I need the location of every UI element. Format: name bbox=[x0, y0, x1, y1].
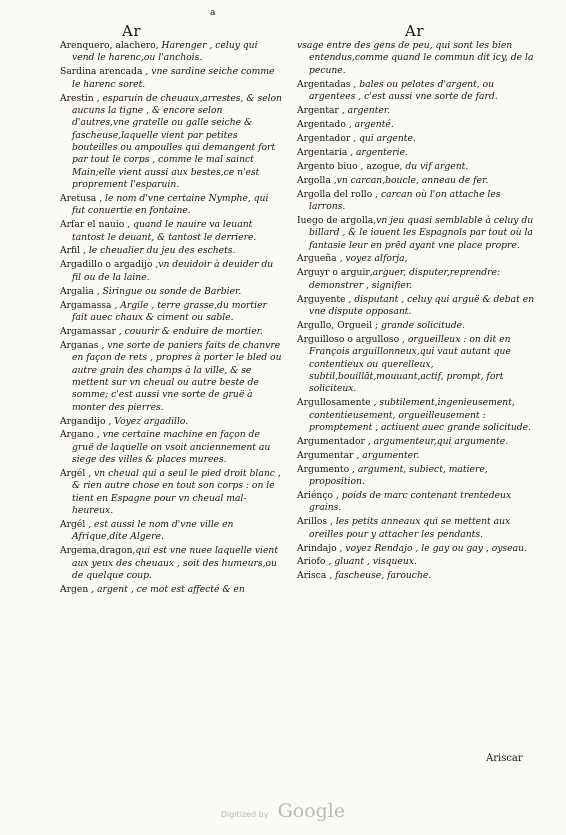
entry-headword: Argumentar bbox=[297, 449, 354, 461]
entry-definition: , argumenter. bbox=[353, 449, 420, 461]
dictionary-entry bbox=[60, 326, 282, 338]
entry-definition: , voyez Rendajo , le gay ou gay , oyseau. bbox=[336, 542, 527, 554]
entry-headword: Sardina arencada bbox=[60, 66, 143, 78]
entry-definition: , Argile , terre grasse,du mortier fait auec chaux & ciment ou sable. bbox=[72, 299, 267, 323]
entry-definition: , carcan où l'on attache les larrons. bbox=[309, 188, 501, 212]
running-header-left: Ar bbox=[122, 22, 142, 40]
entry-headword: Argentador bbox=[297, 132, 351, 144]
entry-headword: Argentadas bbox=[297, 78, 351, 90]
entry-definition: , le nom d'vne certaine Nymphe, qui fut conuertie en fontaine. bbox=[72, 192, 269, 217]
dictionary-entry bbox=[297, 334, 537, 396]
entry-definition: ,arguer, disputer,reprendre: demonstrer , signifier. bbox=[309, 267, 501, 291]
entry-definition: , vne sardine seiche comme le harenc soret. bbox=[72, 66, 275, 90]
entry-definition: Harenger , celuy qui vend le harenc,ou l'anchois. bbox=[72, 40, 258, 64]
entry-headword: Argalia bbox=[60, 285, 94, 297]
entry-definition: ,vn carcan,boucle, anneau de fer. bbox=[330, 174, 489, 186]
entry-headword: Argento biuo , azogue, bbox=[297, 160, 403, 172]
entry-definition: , voyez alforja, bbox=[336, 253, 408, 265]
entry-headword: Argen bbox=[60, 583, 89, 595]
right-column bbox=[297, 40, 537, 584]
entry-definition: , fascheuse, farouche. bbox=[326, 570, 432, 582]
dictionary-entry bbox=[60, 584, 282, 596]
entry-definition: , orgueilleux : on dit en François arguillonneux,qui vaut autant que contentieux ou querelleux, subtil,bouillāt,mouuant,actif, prompt, fort soliciteux. bbox=[309, 333, 511, 395]
dictionary-entry bbox=[60, 66, 282, 91]
entry-headword: Arisca bbox=[297, 570, 327, 582]
entry-definition: , couurir & enduire de mortier. bbox=[115, 325, 263, 337]
entry-headword: Argandijo bbox=[60, 415, 106, 427]
entry-headword: Argullo, Orgueil ; bbox=[297, 319, 379, 331]
dictionary-entry bbox=[60, 259, 282, 284]
google-logo: Google bbox=[277, 800, 346, 822]
entry-headword: Argentado bbox=[297, 118, 346, 130]
entry-definition: grande solicitude. bbox=[378, 319, 466, 331]
entry-headword: Argano bbox=[60, 429, 94, 441]
dictionary-entry bbox=[60, 93, 282, 192]
dictionary-entry bbox=[297, 543, 537, 555]
left-column bbox=[60, 40, 282, 598]
dictionary-entry bbox=[60, 245, 282, 257]
dictionary-entry bbox=[297, 450, 537, 462]
dictionary-entry bbox=[297, 253, 537, 265]
entry-headword: Arindajo bbox=[297, 542, 337, 554]
entry-headword: Argamassar bbox=[60, 325, 116, 337]
dictionary-entry bbox=[297, 516, 537, 541]
entry-headword: Argumentador bbox=[297, 435, 365, 447]
entry-definition: ,vn jeu quasi semblable à celuy du billard , & le iouent les Espagnols par tout où la fantasie leur en prēd ayant vne place propre. bbox=[309, 214, 534, 251]
entry-headword: Argumento bbox=[297, 463, 350, 475]
entry-definition: , qui argente. bbox=[350, 132, 416, 144]
entry-headword: Arfil bbox=[60, 245, 81, 257]
entry-definition: , est aussi le nom d'vne ville en Afrique,dite Algere. bbox=[72, 519, 234, 543]
entry-definition: , argenté. bbox=[345, 118, 394, 130]
dictionary-entry bbox=[297, 175, 537, 187]
entry-definition: vsage entre des gens de peu, qui sont les bien entendus,comme quand le commun dit icy, de la pecune. bbox=[297, 40, 534, 76]
dictionary-entry bbox=[297, 320, 537, 332]
entry-headword: Arguyente bbox=[297, 293, 346, 305]
entry-headword: Arestin bbox=[60, 92, 94, 104]
entry-definition: , poids de marc contenant trentedeux grains. bbox=[309, 489, 512, 514]
entry-headword: Argullosamente bbox=[297, 397, 371, 409]
entry-definition: , bales ou pelotes d'argent, ou argentees , c'est aussi vne sorte de fard. bbox=[309, 78, 498, 102]
entry-headword: Arguilloso o argulloso bbox=[297, 333, 400, 345]
dictionary-entry bbox=[60, 286, 282, 298]
dictionary-entry bbox=[297, 397, 537, 434]
entry-headword: Ariénço bbox=[297, 489, 333, 501]
entry-headword: Argél bbox=[60, 519, 86, 531]
entry-definition: , vne certaine machine en façon de gruë de laquelle on vsoit anciennement au siege des villes & places murees. bbox=[72, 429, 271, 466]
dictionary-entry bbox=[297, 161, 537, 173]
dictionary-entry bbox=[297, 556, 537, 568]
dictionary-entry bbox=[60, 300, 282, 325]
dictionary-entry bbox=[60, 429, 282, 466]
dictionary-entry bbox=[297, 436, 537, 448]
entry-definition: , les petits anneaux qui se mettent aux oreilles pour y attacher les pendants. bbox=[309, 516, 511, 540]
entry-definition: , esparuin de cheuaux,arrestes, & selon aucuns la tigne , & encore selon d'autres,vne gratelle ou galle seiche & fascheuse,laquelle vient par petites bouteilles ou ampoulles qui demangent fort par tout le corps , comme le mal sainct Main;elle vient aussi aux bestes,ce n'est proprement l'esparuin. bbox=[72, 92, 282, 190]
dictionary-entry bbox=[297, 119, 537, 131]
entry-headword: Argueña bbox=[297, 253, 337, 265]
entry-definition: , argenter. bbox=[338, 104, 391, 116]
digitized-by-google-watermark bbox=[0, 800, 566, 822]
dictionary-entry bbox=[60, 219, 282, 244]
entry-definition: , quand le nauire va leuant tantost le deuant, & tantost le derriere. bbox=[72, 219, 257, 243]
dictionary-entry bbox=[60, 545, 282, 582]
dictionary-entry bbox=[297, 490, 537, 515]
entry-headword: Arguyr o arguir bbox=[297, 267, 370, 279]
dictionary-entry bbox=[297, 105, 537, 117]
entry-definition: , vn cheual qui a seul le pied droit blanc , & rien autre chose en tout son corps : on le tient en Espagne pour vn cheual mal-heureux. bbox=[72, 468, 281, 517]
dictionary-entry bbox=[297, 267, 537, 292]
entry-definition: ,vn deuidoir à deuider du fil ou de la laine. bbox=[72, 259, 274, 283]
entry-definition: , le cheualier du jeu des eschets. bbox=[80, 245, 236, 257]
entry-headword: Argolla bbox=[297, 174, 331, 186]
entry-definition: , disputant , celuy qui arguë & debat en vne dispute opposant. bbox=[309, 293, 535, 317]
dictionary-entry bbox=[60, 416, 282, 428]
entry-definition: qui est vne nuee laquelle vient aux yeux des cheuaux , soit des humeurs,ou de quelque coup. bbox=[72, 545, 279, 581]
dictionary-entry bbox=[297, 133, 537, 145]
dictionary-entry bbox=[297, 40, 537, 77]
entry-headword: Argél bbox=[60, 468, 86, 480]
entry-definition: , vne sorte de paniers faits de chanvre en façon de rets , propres à porter le bled ou autre grain des champs à la ville, & se mettent sur vn cheual ou autre beste de somme; c'est aussi vne sorte de gruë à monter des pierres. bbox=[72, 339, 282, 413]
dictionary-entry bbox=[297, 189, 537, 214]
entry-headword: Arillos bbox=[297, 516, 328, 528]
entry-headword: Arfar el nauio bbox=[60, 219, 125, 231]
dictionary-entry bbox=[60, 340, 282, 414]
page-mark: a bbox=[210, 8, 216, 18]
entry-headword: Arganas bbox=[60, 339, 99, 351]
dictionary-entry bbox=[297, 570, 537, 582]
entry-headword: Argadillo o argadijo bbox=[60, 259, 153, 271]
entry-headword: Argamassa bbox=[60, 299, 112, 311]
entry-definition: , Voyez argadillo. bbox=[105, 415, 189, 427]
dictionary-entry bbox=[60, 193, 282, 218]
dictionary-entry bbox=[60, 519, 282, 544]
dictionary-entry bbox=[297, 147, 537, 159]
entry-definition: , Siringue ou sonde de Barbier. bbox=[93, 285, 242, 297]
entry-headword: Iuego de argolla bbox=[297, 214, 374, 226]
dictionary-entry bbox=[60, 40, 282, 65]
dictionary-entry bbox=[297, 464, 537, 489]
dictionary-entry bbox=[297, 215, 537, 252]
entry-definition: du vif argent. bbox=[402, 160, 469, 172]
entry-definition: , argumenteur,qui argumente. bbox=[364, 435, 509, 447]
entry-definition: , gluant , visqueux. bbox=[325, 556, 417, 568]
entry-definition: , subtilement,ingenieusement, contentieusement, orgueilleusement : promptement , actiuent auec grande solicitude. bbox=[309, 397, 532, 433]
catchword: Ariscar bbox=[486, 753, 523, 764]
entry-headword: Arenquero, alachero, bbox=[60, 40, 159, 51]
watermark-small-text: Digitized by bbox=[220, 810, 269, 819]
entry-definition: , argenterie. bbox=[347, 146, 408, 158]
entry-headword: Ariofo bbox=[297, 556, 326, 568]
entry-headword: Argentar bbox=[297, 104, 339, 116]
running-header-right: Ar bbox=[405, 22, 425, 40]
dictionary-entry bbox=[297, 294, 537, 319]
entry-definition: , argent , ce mot est affecté & en bbox=[88, 583, 245, 595]
entry-headword: Argolla del rollo bbox=[297, 188, 373, 200]
entry-headword: Aretusa bbox=[60, 192, 97, 204]
dictionary-entry bbox=[297, 79, 537, 104]
entry-headword: Argentaria bbox=[297, 146, 348, 158]
entry-headword: Argema,dragon, bbox=[60, 545, 136, 557]
dictionary-entry bbox=[60, 468, 282, 517]
entry-definition: , argument, subiect, matiere, proposition. bbox=[309, 463, 488, 488]
